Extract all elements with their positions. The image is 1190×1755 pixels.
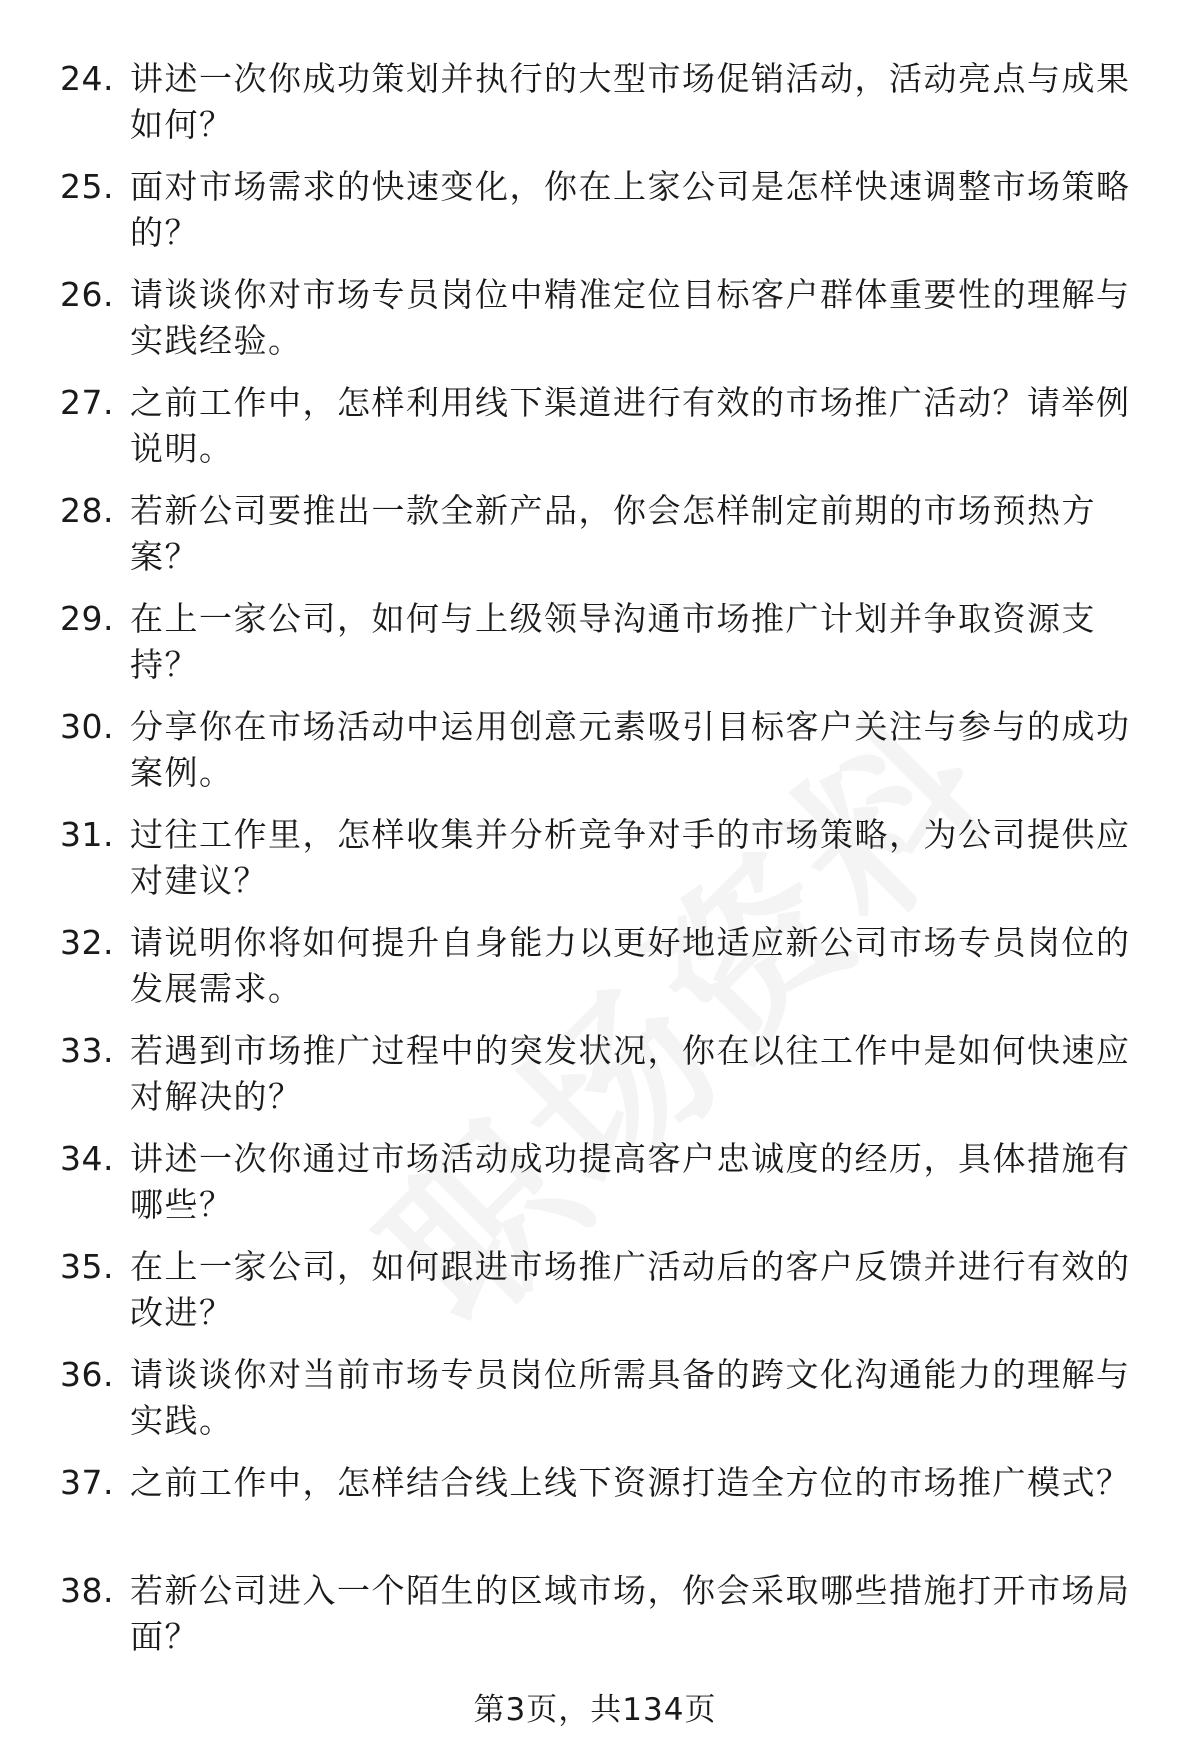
question-text: 若新公司要推出一款全新产品，你会怎样制定前期的市场预热方案？ (130, 491, 1096, 576)
question-text: 过往工作里，怎样收集并分析竞争对手的市场策略，为公司提供应对建议？ (130, 815, 1131, 900)
question-item (0, 1130, 1190, 1238)
question-number: 36. (60, 1355, 114, 1394)
question-number: 25. (60, 167, 114, 206)
question-text: 分享你在市场活动中运用创意元素吸引目标客户关注与参与的成功案例。 (130, 707, 1131, 792)
question-number: 34. (60, 1139, 114, 1178)
question-text: 请谈谈你对当前市场专员岗位所需具备的跨文化沟通能力的理解与实践。 (130, 1355, 1131, 1440)
question-item (0, 806, 1190, 914)
question-text: 若遇到市场推广过程中的突发状况，你在以往工作中是如何快速应对解决的？ (130, 1031, 1131, 1116)
question-item (0, 590, 1190, 698)
question-number: 29. (60, 599, 114, 638)
question-item (0, 266, 1190, 374)
question-number: 24. (60, 59, 114, 98)
question-text: 之前工作中，怎样利用线下渠道进行有效的市场推广活动？请举例说明。 (130, 383, 1131, 468)
question-item (0, 1346, 1190, 1454)
question-text: 若新公司进入一个陌生的区域市场，你会采取哪些措施打开市场局面？ (130, 1571, 1131, 1656)
question-text: 在上一家公司，如何与上级领导沟通市场推广计划并争取资源支持？ (130, 599, 1096, 684)
question-number: 32. (60, 923, 114, 962)
question-item (0, 1022, 1190, 1130)
question-item (0, 374, 1190, 482)
question-text: 在上一家公司，如何跟进市场推广活动后的客户反馈并进行有效的改进？ (130, 1247, 1131, 1332)
question-number: 28. (60, 491, 114, 530)
question-list (0, 50, 1190, 1670)
question-item (0, 1238, 1190, 1346)
question-number: 35. (60, 1247, 114, 1286)
question-item (0, 698, 1190, 806)
question-text: 讲述一次你成功策划并执行的大型市场促销活动，活动亮点与成果如何？ (130, 59, 1131, 144)
question-number: 26. (60, 275, 114, 314)
question-number: 37. (60, 1463, 114, 1502)
question-text: 面对市场需求的快速变化，你在上家公司是怎样快速调整市场策略的？ (130, 167, 1131, 252)
question-item (0, 1562, 1190, 1670)
question-item (0, 482, 1190, 590)
question-text: 讲述一次你通过市场活动成功提高客户忠诚度的经历，具体措施有哪些？ (130, 1139, 1131, 1224)
question-number: 31. (60, 815, 114, 854)
page-number-label: 第3页，共134页 (473, 1692, 717, 1728)
question-number: 30. (60, 707, 114, 746)
question-text: 请说明你将如何提升自身能力以更好地适应新公司市场专员岗位的发展需求。 (130, 923, 1131, 1008)
question-number: 33. (60, 1031, 114, 1070)
question-text: 之前工作中，怎样结合线上线下资源打造全方位的市场推广模式？ (130, 1463, 1131, 1502)
question-number: 38. (60, 1571, 114, 1610)
question-item (0, 158, 1190, 266)
page-footer (0, 1690, 1190, 1730)
question-number: 27. (60, 383, 114, 422)
question-item (0, 914, 1190, 1022)
question-text: 请谈谈你对市场专员岗位中精准定位目标客户群体重要性的理解与实践经验。 (130, 275, 1131, 360)
question-item (0, 50, 1190, 158)
question-item (0, 1454, 1190, 1562)
